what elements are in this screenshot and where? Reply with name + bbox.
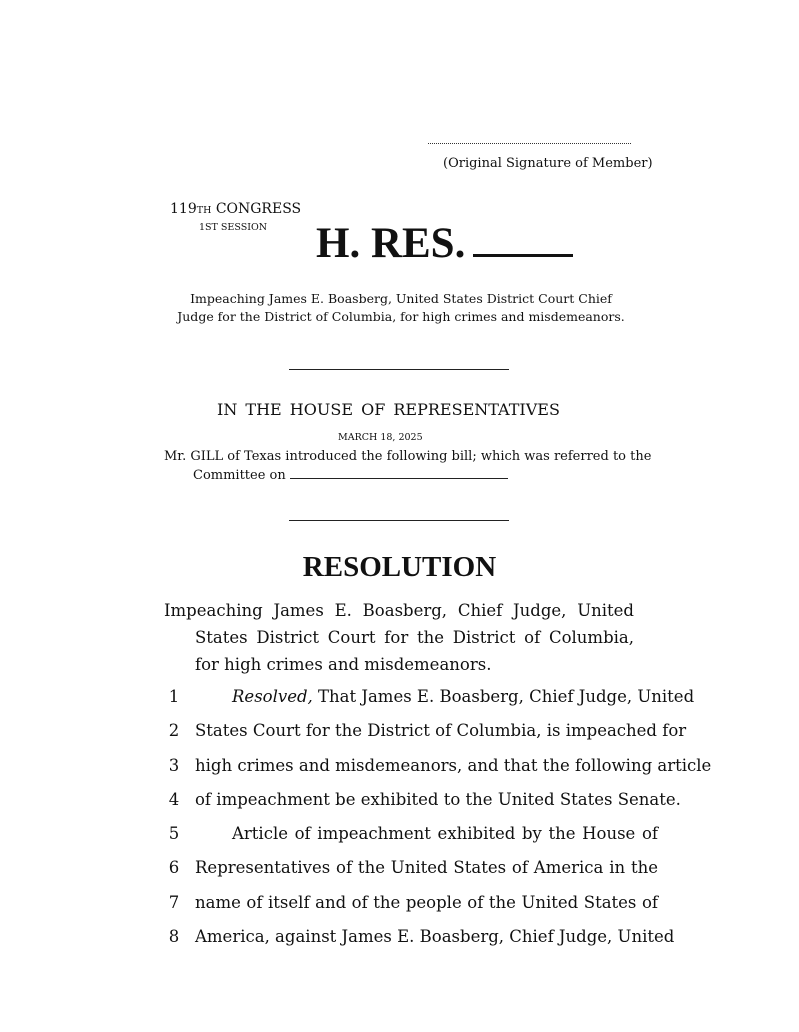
congress-number: 119 [170, 201, 197, 217]
long-title: Impeaching James E. Boasberg, Chief Judge, United States District Court for the District of Columbia, for high crimes and misdemeanors. [164, 601, 634, 674]
sponsor-statement: Mr. GILL of Texas introduced the following bill; which was referred to the [164, 449, 652, 464]
congress-label [170, 201, 301, 217]
committee-referral [193, 466, 508, 483]
session-label: 1ST SESSION [199, 222, 268, 233]
bill-identifier [316, 218, 573, 268]
body-line [164, 923, 675, 957]
committee-blank [290, 466, 508, 479]
signature-label: (Original Signature of Member) [443, 156, 653, 171]
line-text-rest: That James E. Boasberg, Chief Judge, United [312, 687, 695, 706]
line-number: 7 [168, 892, 180, 912]
signature-line [428, 131, 631, 144]
divider-rule-top [289, 369, 509, 370]
body-line [164, 820, 664, 854]
line-text: Representatives of the United States of America in the [195, 858, 658, 878]
body-line [164, 786, 681, 820]
body-line [164, 854, 664, 888]
line-text: States Court for the District of Columbia, is impeached for [195, 721, 687, 741]
body-line [164, 717, 687, 751]
line-text: of impeachment be exhibited to the United States Senate. [195, 789, 681, 809]
line-number: 1 [168, 687, 180, 706]
line-text: high crimes and misdemeanors, and that the following article [195, 755, 712, 775]
introduction-date: MARCH 18, 2025 [338, 432, 423, 443]
short-title: Impeaching James E. Boasberg, United States District Court Chief Judge for the District of Columbia, for high crimes and misdemeanors. [177, 291, 625, 324]
resolved-clause: Resolved, [232, 687, 313, 706]
bill-id-text: H. RES. [316, 220, 466, 267]
resolution-body [164, 683, 712, 957]
committee-label: Committee on [193, 468, 286, 483]
line-number: 8 [168, 927, 180, 947]
line-text: Article of impeachment exhibited by the House of [232, 824, 658, 844]
line-text [195, 683, 695, 711]
line-number: 2 [168, 721, 180, 741]
line-text: name of itself and of the people of the United States of [195, 892, 658, 912]
chamber-heading: IN THE HOUSE OF REPRESENTATIVES [217, 400, 560, 419]
body-line [164, 752, 712, 786]
congress-suffix: TH [196, 205, 212, 216]
divider-rule-bottom [289, 520, 509, 521]
line-number: 6 [168, 858, 180, 878]
line-number: 5 [168, 824, 180, 844]
line-number: 3 [168, 755, 180, 775]
line-number: 4 [168, 789, 180, 809]
resolution-heading: RESOLUTION [302, 551, 497, 583]
congress-word: CONGRESS [215, 201, 302, 217]
body-line [164, 889, 664, 923]
body-line [164, 683, 695, 717]
bill-number-blank [473, 218, 573, 257]
line-text: America, against James E. Boasberg, Chief Judge, United [195, 927, 675, 947]
